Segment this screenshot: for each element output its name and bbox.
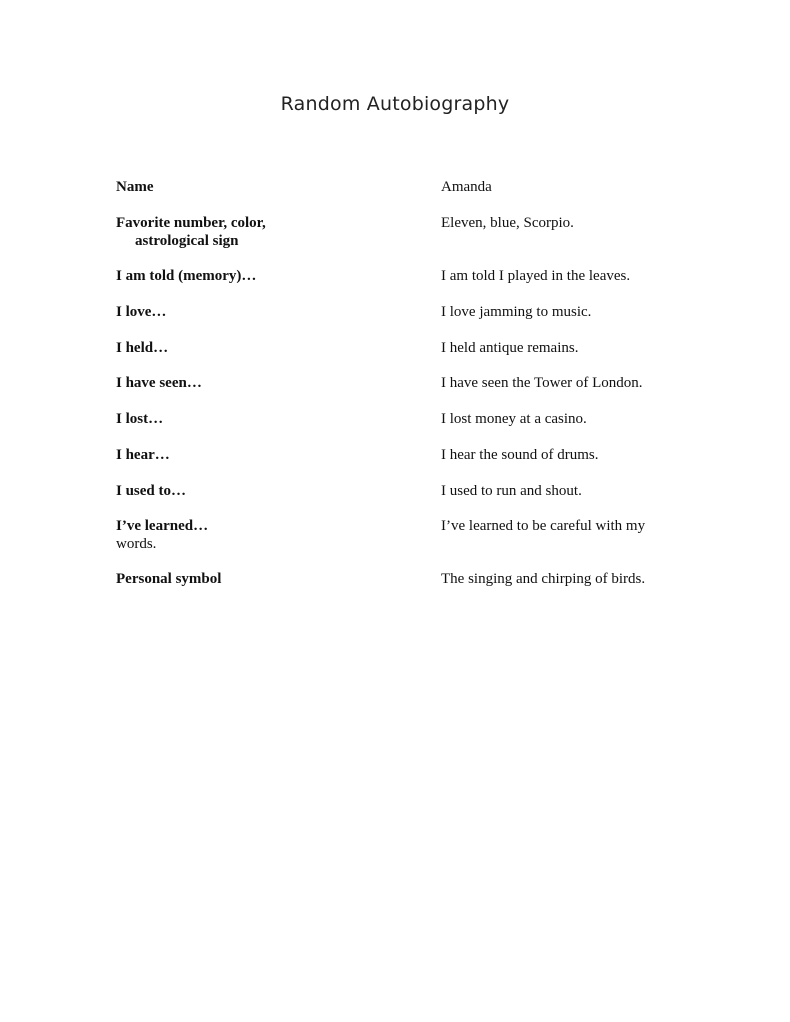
row-label: I love… bbox=[116, 304, 167, 320]
row-label: Name bbox=[116, 179, 154, 195]
row-love bbox=[116, 303, 676, 321]
row-held bbox=[116, 339, 676, 357]
row-value: Amanda bbox=[441, 179, 492, 195]
row-value: I’ve learned to be careful with my bbox=[441, 518, 646, 534]
row-value: The singing and chirping of birds. bbox=[441, 571, 646, 587]
row-label bbox=[116, 214, 416, 250]
row-label: I have seen… bbox=[116, 375, 202, 391]
row-value: I used to run and shout. bbox=[441, 483, 582, 499]
row-label: I’ve learned… bbox=[116, 518, 209, 534]
row-label: I hear… bbox=[116, 447, 170, 463]
autobiography-list bbox=[116, 178, 676, 588]
row-value: I lost money at a casino. bbox=[441, 411, 587, 427]
page-title: Random Autobiography bbox=[280, 93, 510, 115]
row-personal-symbol bbox=[116, 570, 676, 588]
row-label: I used to… bbox=[116, 483, 187, 499]
row-value: I hear the sound of drums. bbox=[441, 447, 599, 463]
row-label-line: Favorite number, color, bbox=[116, 215, 266, 231]
row-value: I have seen the Tower of London. bbox=[441, 375, 643, 391]
row-label-continuation: astrological sign bbox=[135, 233, 239, 249]
row-value: I love jamming to music. bbox=[441, 304, 592, 320]
row-value: I held antique remains. bbox=[441, 340, 579, 356]
row-label: I am told (memory)… bbox=[116, 268, 257, 284]
row-value-continuation: words. bbox=[116, 536, 157, 552]
row-used-to bbox=[116, 482, 676, 500]
row-label: I held… bbox=[116, 340, 169, 356]
row-memory bbox=[116, 267, 676, 285]
row-value: Eleven, blue, Scorpio. bbox=[441, 215, 574, 231]
row-hear bbox=[116, 446, 676, 464]
row-name bbox=[116, 178, 676, 196]
row-learned bbox=[116, 517, 676, 553]
row-label: Personal symbol bbox=[116, 571, 222, 587]
row-favorites bbox=[116, 214, 676, 250]
row-lost bbox=[116, 410, 676, 428]
row-label: I lost… bbox=[116, 411, 164, 427]
row-value: I am told I played in the leaves. bbox=[441, 268, 631, 284]
row-seen bbox=[116, 374, 676, 392]
